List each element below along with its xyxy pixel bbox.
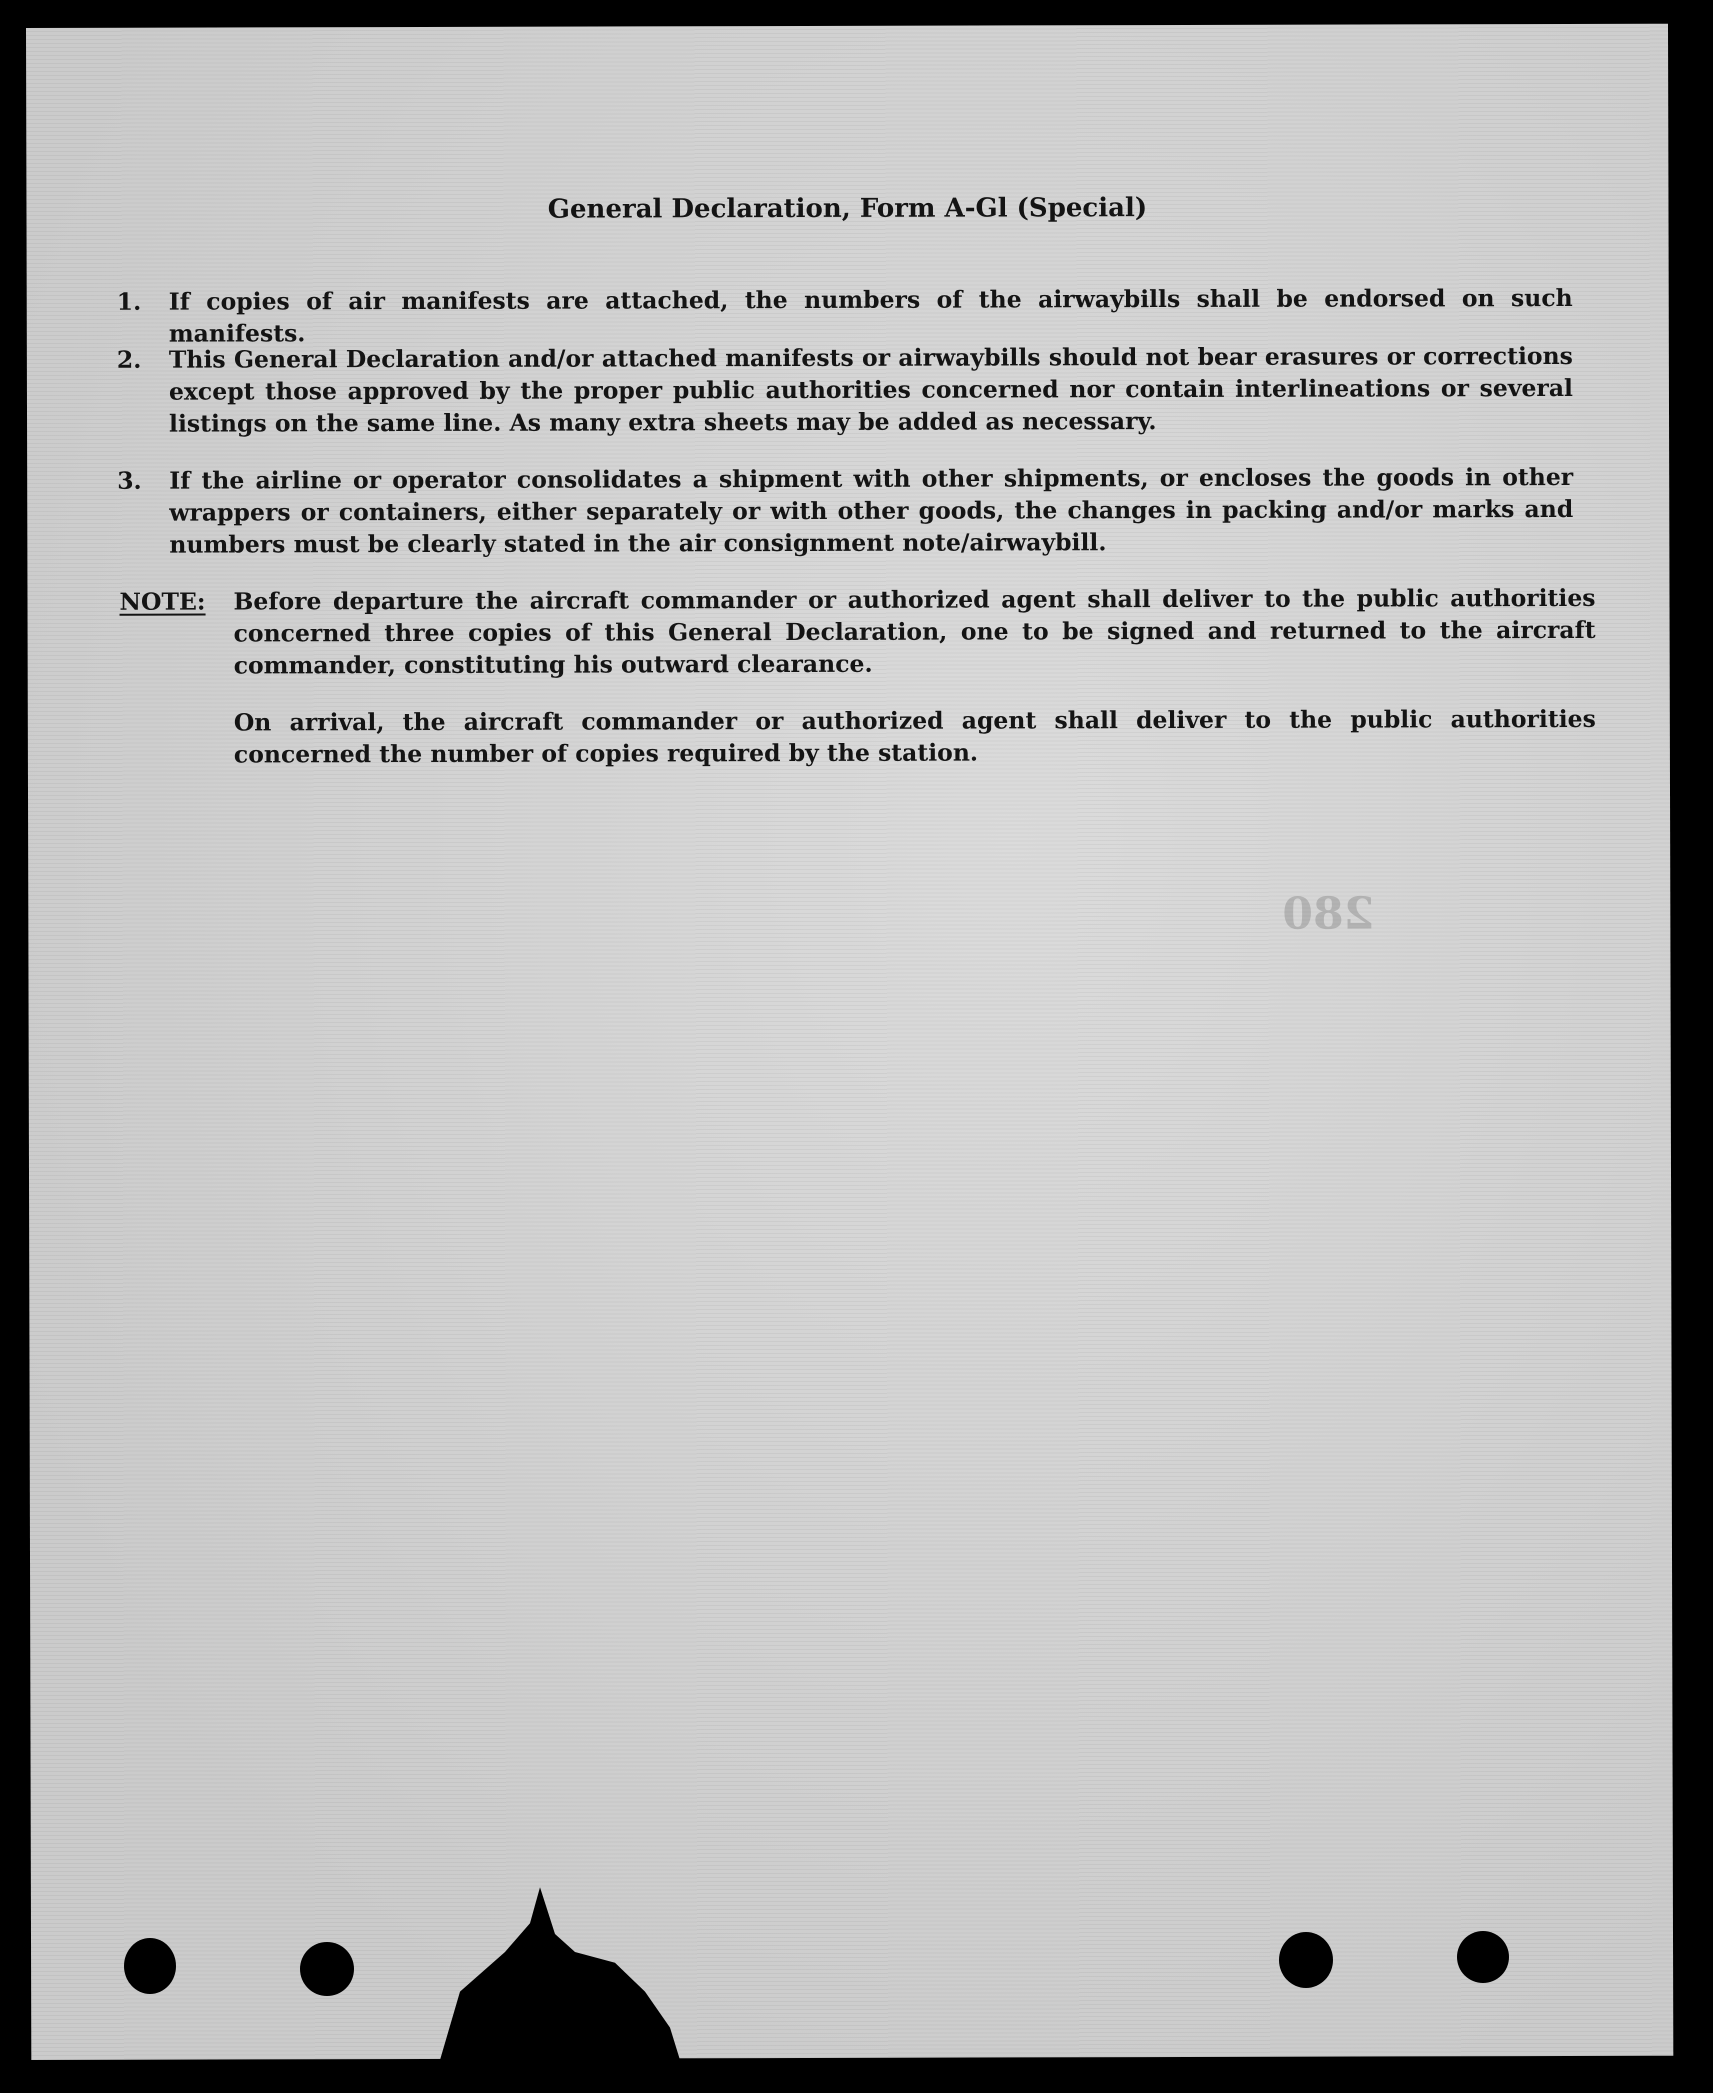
punch-hole [124,1938,176,1994]
instruction-item-3 [117,461,1574,559]
note-label: NOTE: [119,587,206,616]
item-number: 3. [117,466,142,495]
punch-hole [300,1942,354,1996]
item-number: 1. [116,287,142,316]
item-text: If the airline or operator consolidates a shipment with other shipments, or encloses the goods in other wrappers or containers, either separately or with other goods, the changes in packing and/or marks and numbers must be clearly stated in the air consignment note/airwaybill. [169,462,1574,559]
paper-sheet [26,24,1673,2060]
note-section [119,582,1609,769]
bleed-through-number: 280 [1282,888,1375,940]
item-number: 2. [116,345,142,374]
form-title: General Declaration, Form A-Gl (Special) [547,193,1148,225]
punch-hole [1279,1932,1333,1988]
punch-hole [1457,1931,1509,1983]
item-text: If copies of air manifests are attached, the numbers of the airwaybills shall be endorsed on such manifests. [168,283,1573,348]
note-paragraph-departure: Before departure the aircraft commander or authorized agent shall deliver to the public authorities concerned three copies of this General Declaration, one to be signed and returned to the aircraft commander, constituting his outward clearance. [233,583,1596,680]
item-text: This General Declaration and/or attached manifests or airwaybills should not bear erasures or corrections except those approved by the proper public authorities concerned nor contain interlineations or several listings on the same line. As many extra sheets may be added as necessary. [168,341,1573,438]
instruction-item-1 [116,282,1573,348]
note-paragraph-arrival: On arrival, the aircraft commander or authorized agent shall deliver to the public authorities concerned the number of copies required by the station. [233,704,1596,769]
